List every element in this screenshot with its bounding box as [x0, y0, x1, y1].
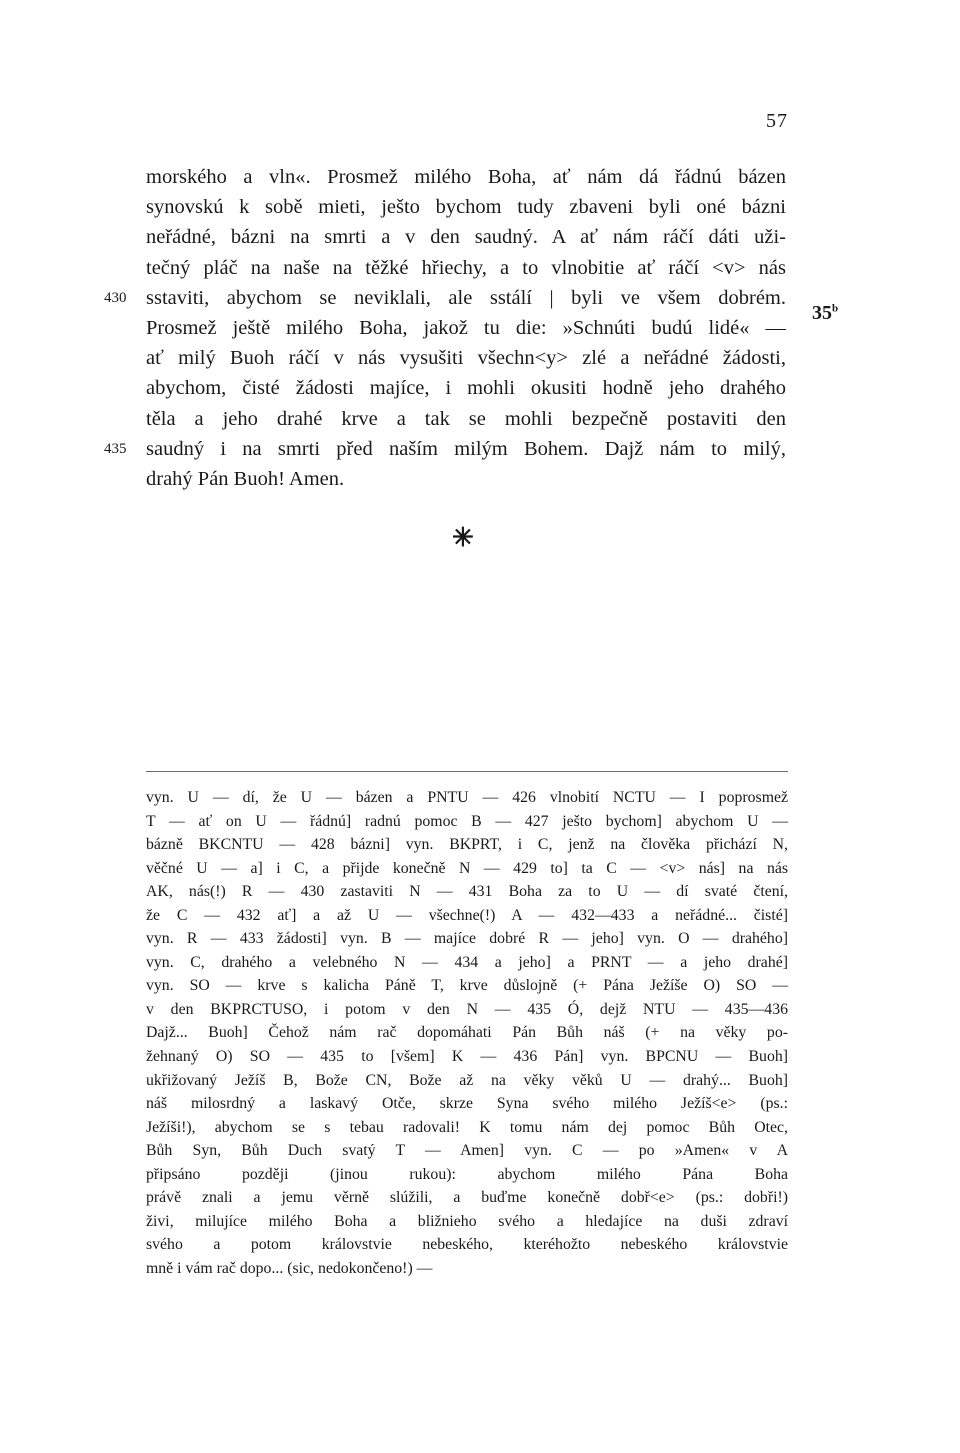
critical-apparatus [146, 786, 788, 1280]
text-line-content: tečný pláč na naše na těžké hřiechy, a to vlnobitie ať ráčí <v> nás [146, 256, 786, 279]
apparatus-line: mně i vám rač dopo... (sic, nedokončeno!) — [146, 1259, 433, 1277]
apparatus-line: věčné U — a] i C, a přijde konečně N — 429 to] ta C — <v> nás] na nás [146, 859, 788, 877]
text-line [146, 313, 786, 343]
text-line [104, 434, 786, 464]
text-line [146, 373, 786, 403]
apparatus-line: AK, nás(!) R — 430 zastaviti N — 431 Boha za to U — dí svaté čtení, [146, 883, 788, 901]
apparatus-line: náš milosrdný a laskavý Otče, skrze Syna svého milého Ježíš<e> (ps.: [146, 1095, 788, 1113]
page-number: 57 [766, 110, 788, 132]
text-line [146, 343, 786, 373]
text-line [146, 464, 786, 494]
apparatus-line: připsáno později (jinou rukou): abychom milého Pána Boha [146, 1165, 788, 1183]
apparatus-line: Bůh Syn, Bůh Duch svatý T — Amen] vyn. C — po »Amen« v A [146, 1142, 788, 1160]
text-line [146, 162, 786, 192]
text-line-content: synovskú k sobě mieti, ješto bychom tudy zbaveni byli oné bázni [146, 196, 786, 219]
apparatus-line: Ježíši!), abychom se s tebau radovali! K tomu nám dej pomoc Bůh Otec, [146, 1118, 788, 1136]
text-line-content: abychom, čisté žádosti majíce, i mohli okusiti hodně jeho drahého [146, 377, 786, 400]
text-line-content: drahý Pán Buoh! Amen. [146, 468, 345, 491]
apparatus-line: Dajž... Buoh] Čehož nám rač dopomáhati Pán Bůh náš (+ na věky po- [146, 1024, 788, 1042]
text-line [146, 404, 786, 434]
apparatus-line: že C — 432 ať] a až U — všechne(!) A — 432—433 a neřádné... čisté] [146, 906, 788, 924]
main-text [104, 162, 786, 494]
text-line-content: neřádné, bázni na smrti a v den saudný. A ať nám ráčí dáti uži- [146, 226, 786, 249]
apparatus-line: žehnaný O) SO — 435 to [všem] K — 436 Pán] vyn. BPCNU — Buoh] [146, 1048, 788, 1066]
text-line-content: morského a vln«. Prosmež milého Boha, ať nám dá řádnú bázen [146, 166, 786, 188]
apparatus-line: svého a potom královstvie nebeského, kteréhožto nebeského královstvie [146, 1236, 788, 1254]
line-number-marker: 430 [104, 289, 127, 306]
text-line [146, 192, 786, 222]
apparatus-line: právě znali a jemu věrně slúžili, a buďme konečně dobř<e> (ps.: dobři!) [146, 1189, 788, 1207]
section-separator-asterisk: ✳ [452, 523, 474, 552]
apparatus-line: T — ať on U — řádnú] radnú pomoc B — 427 ješto bychom] abychom U — [146, 812, 788, 830]
margin-folio [812, 302, 838, 325]
text-line-content: ať milý Buoh ráčí v nás vysušiti všechn<y> zlé a neřádné žádosti, [146, 347, 786, 370]
margin-folio-number: 35 [812, 302, 832, 324]
text-line [104, 283, 786, 313]
apparatus-line: v den BKPRCTUSO, i potom v den N — 435 Ó, dejž NTU — 435—436 [146, 1000, 788, 1018]
apparatus-line: živi, milujíce milého Boha a bližnieho svého a hledajíce na duši zdraví [146, 1212, 788, 1230]
apparatus-line: bázně BKCNTU — 428 bázni] vyn. BKPRT, i C, jenž na člověka přichází N, [146, 836, 788, 854]
apparatus-line: vyn. C, drahého a velebného N — 434 a jeho] a PRNT — a jeho drahé] [146, 953, 788, 971]
text-line-content: Prosmež ještě milého Boha, jakož tu die: »Schnúti budú lidé« — [146, 317, 786, 340]
margin-folio-suffix: b [832, 302, 839, 315]
apparatus-line: vyn. R — 433 žádosti] vyn. B — majíce dobré R — jeho] vyn. O — drahého] [146, 930, 788, 948]
text-line-content: saudný i na smrti před naším milým Bohem. Dajž nám to milý, [146, 437, 786, 460]
apparatus-line: ukřižovaný Ježíš B, Bože CN, Bože až na věky věků U — drahý... Buoh] [146, 1071, 788, 1089]
text-line-content: sstaviti, abychom se neviklali, ale sstálí | byli ve všem dobrém. [146, 286, 786, 309]
line-number-marker: 435 [104, 440, 127, 457]
footnote-rule [146, 771, 788, 772]
text-line [146, 253, 786, 283]
apparatus-line: vyn. U — dí, že U — bázen a PNTU — 426 vlnobití NCTU — I poprosmež [146, 789, 788, 806]
apparatus-line: vyn. SO — krve s kalicha Páně T, krve důslojně (+ Pána Ježíše O) SO — [146, 977, 788, 995]
text-line-content: těla a jeho drahé krve a tak se mohli bezpečně postaviti den [146, 407, 786, 430]
text-line [146, 222, 786, 252]
